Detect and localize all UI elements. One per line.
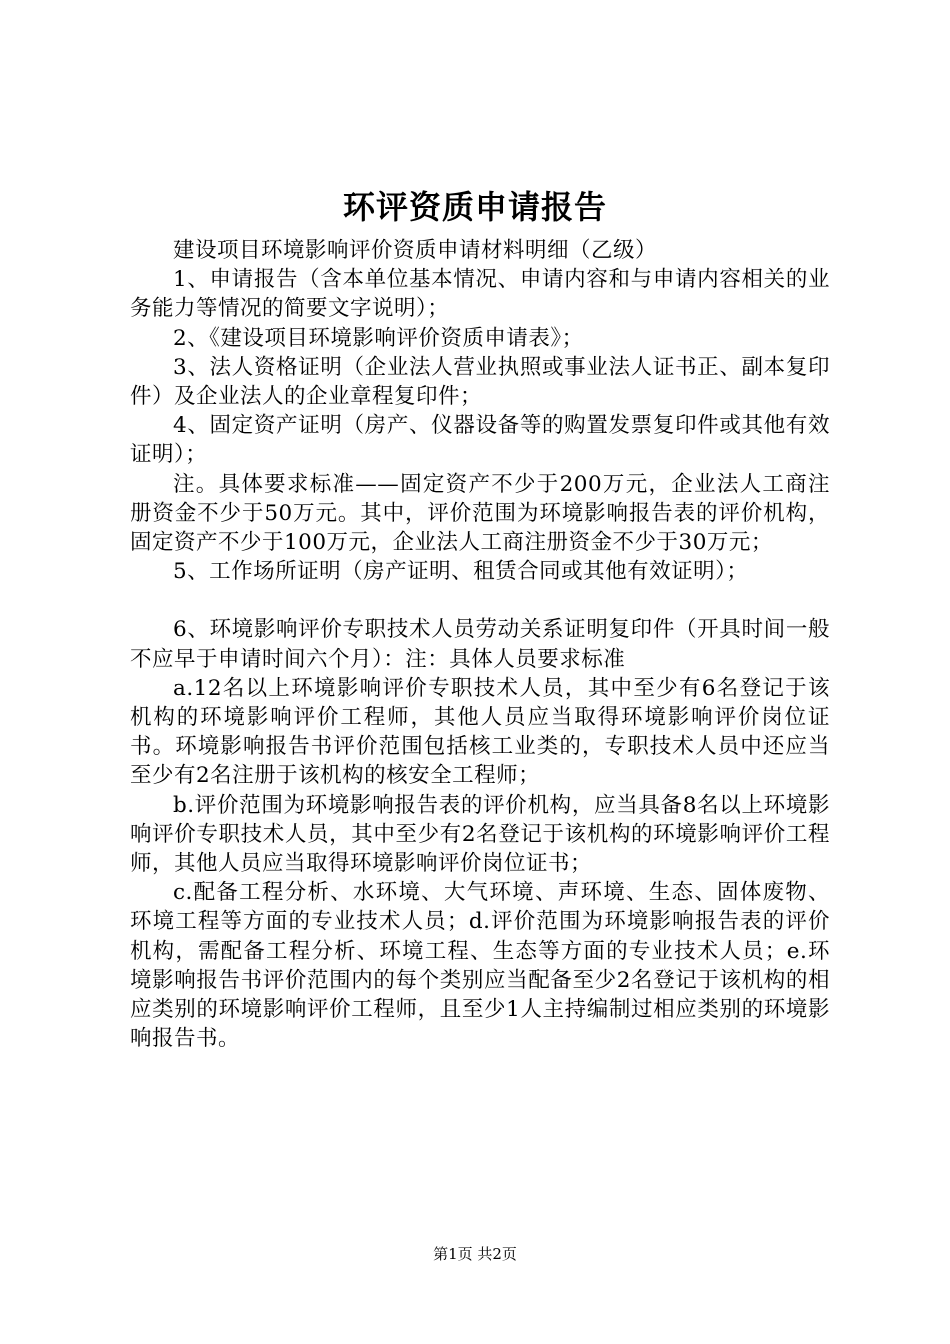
paragraph-requirement-a: a.12名以上环境影响评价专职技术人员，其中至少有6名登记于该机构的环境影响评价工程师，其他人员应当取得环境影响评价岗位证书。环境影响报告书评价范围包括核工业类的，专职技术人员中还应当至少有2名注册于该机构的核安全工程师； — [130, 675, 830, 789]
page-footer: 第1页 共2页 — [433, 1245, 517, 1263]
paragraph-note-assets: 注。具体要求标准——固定资产不少于200万元，企业法人工商注册资金不少于50万元。其中，评价范围为环境影响报告表的评价机构，固定资产不少于100万元，企业法人工商注册资金不少于30万元； — [130, 471, 830, 556]
paragraph-item-4: 4、固定资产证明（房产、仪器设备等的购置发票复印件或其他有效证明）； — [130, 413, 830, 468]
paragraph-item-3: 3、法人资格证明（企业法人营业执照或事业法人证书正、副本复印件）及企业法人的企业章程复印件； — [130, 354, 830, 410]
document-title: 环评资质申请报告 — [342, 188, 607, 226]
document-body — [130, 236, 830, 1053]
paragraph-requirement-c-d-e: c.配备工程分析、水环境、大气环境、声环境、生态、固体废物、环境工程等方面的专业技术人员；d.评价范围为环境影响报告表的评价机构，需配备工程分析、环境工程、生态等方面的专业技术人员；e.环境影响报告书评价范围内的每个类别应当配备至少2名登记于该机构的相应类别的环境影响评价工程师，且至少1人主持编制过相应类别的环境影响报告书。 — [130, 880, 830, 1052]
paragraph-item-2: 2、《建设项目环境影响评价资质申请表》； — [173, 325, 584, 351]
paragraph-materials-heading: 建设项目环境影响评价资质申请材料明细（乙级） — [173, 238, 658, 263]
paragraph-item-6: 6、环境影响评价专职技术人员劳动关系证明复印件（开具时间一般不应早于申请时间六个月）：注：具体人员要求标准 — [130, 617, 830, 672]
paragraph-item-1: 1、申请报告（含本单位基本情况、申请内容和与申请内容相关的业务能力等情况的简要文字说明）； — [130, 267, 830, 322]
paragraph-item-5: 5、工作场所证明（房产证明、租赁合同或其他有效证明）； — [173, 559, 749, 585]
paragraph-requirement-b: b.评价范围为环境影响报告表的评价机构，应当具备8名以上环境影响评价专职技术人员，其中至少有2名登记于该机构的环境影响评价工程师，其他人员应当取得环境影响评价岗位证书； — [130, 792, 830, 877]
